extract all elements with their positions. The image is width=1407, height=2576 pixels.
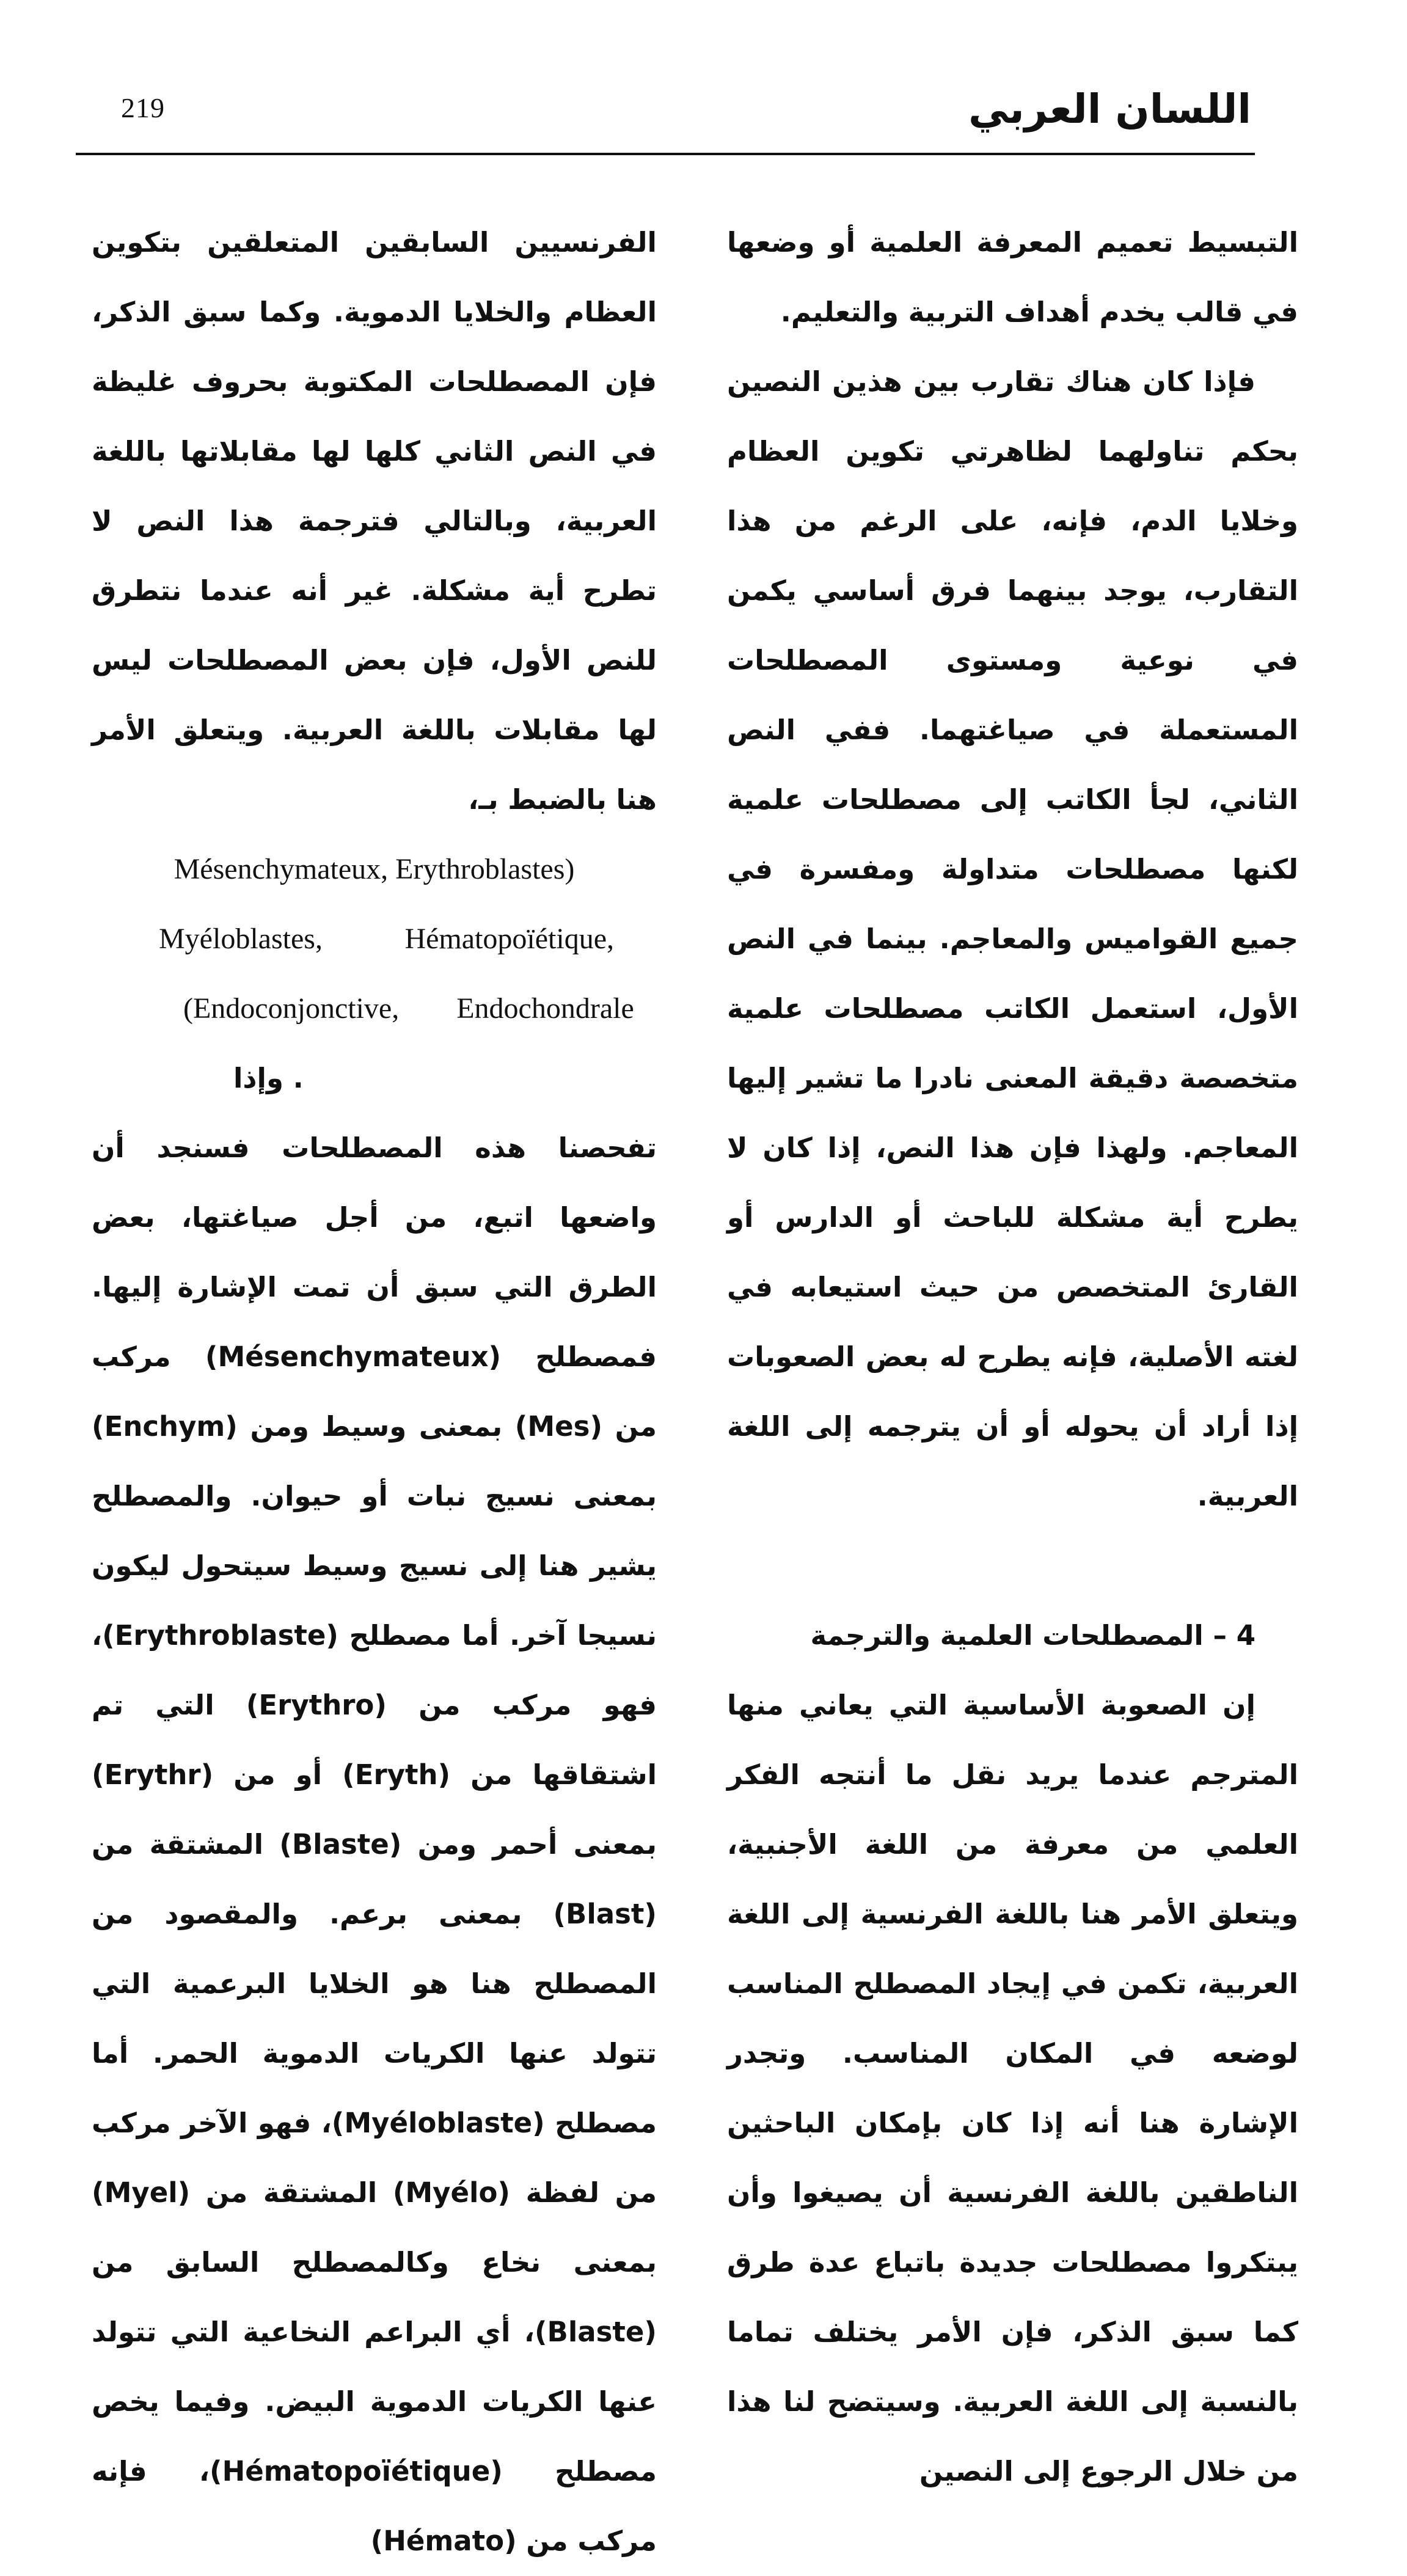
paragraph: تفحصنا هذه المصطلحات فسنجد أن واضعها اتبع، من أجل صياغتها، بعض الطرق التي سبق أن تمت الإشارة إليها. فمصطلح (Mésenchymateux) مركب من (Mes) بمعنى وسيط ومن (Enchym) بمعنى نسيج نبات أو حيوان. والمصطلح يشير هنا إلى نسيج وسيط سيتحول ليكون نسيجا آخر. أما مصطلح (Erythroblaste)، فهو مركب من (Erythro) التي تم اشتقاقها من (Eryth) أو من (Erythr) بمعنى أحمر ومن (Blaste) المشتقة من (Blast) بمعنى برعم. والمقصود من المصطلح هنا هو الخلايا البرعمية التي تتولد عنها الكريات الدموية الحمر. أما مصطلح (Myéloblaste)، فهو الآخر مركب من لفظة (Myélo) المشتقة من (Myel) بمعنى نخاع وكالمصطلح السابق من (Blaste)، أي البراعم النخاعية التي تتولد عنها الكريات الدموية البيض. وفيما يخص مصطلح (Hématopoïétique)، فإنه مركب من (Hémato) xyxy=(92,1132,657,2557)
header-rule xyxy=(76,153,1255,155)
term-line xyxy=(92,835,657,904)
paragraph: فإذا كان هناك تقارب بين هذين النصين بحكم تناولهما لظاهرتي تكوين العظام وخلايا الدم، فإنه، على الرغم من هذا التقارب، يوجد بينهما فرق أساسي يكمن في نوعية ومستوى المصطلحات المستعملة في صياغتهما. ففي النص الثاني، لجأ الكاتب إلى مصطلحات علمية لكنها مصطلحات متداولة ومفسرة في جميع القواميس والمعاجم. بينما في النص الأول، استعمل الكاتب مصطلحات علمية متخصصة دقيقة المعنى نادرا ما تشير إليها المعاجم. ولهذا فإن هذا النص، إذا كان لا يطرح أية مشكلة للباحث أو الدارس أو القارئ المتخصص من حيث استيعابه في لغته الأصلية، فإنه يطرح له بعض الصعوبات إذا أراد أن يحوله أو أن يترجمه إلى اللغة العربية. xyxy=(727,365,1298,1512)
section-heading: 4 – المصطلحات العلمية والترجمة xyxy=(810,1619,1255,1652)
term: Hématopoïétique, xyxy=(404,923,614,955)
paragraph: التبسيط تعميم المعرفة العلمية أو وضعها في قالب يخدم أهداف التربية والتعليم. xyxy=(727,226,1298,328)
paragraph: إن الصعوبة الأساسية التي يعاني منها المترجم عندما يريد نقل ما أنتجه الفكر العلمي من معرفة من اللغة الأجنبية، ويتعلق الأمر هنا باللغة الفرنسية إلى اللغة العربية، تكمن في إيجاد المصطلح المناسب لوضعه في المكان المناسب. وتجدر الإشارة هنا أنه إذا كان بإمكان الباحثين الناطقين باللغة الفرنسية أن يصيغوا وأن يبتكروا مصطلحات جديدة باتباع عدة طرق كما سبق الذكر، فإن الأمر يختلف تماما بالنسبة إلى اللغة العربية. وسيتضح لنا هذا من خلال الرجوع إلى النصين xyxy=(727,1689,1298,2487)
journal-title: اللسان العربي xyxy=(968,86,1251,133)
term-line xyxy=(92,904,657,974)
term-tail: . وإذا xyxy=(233,1062,304,1094)
left-column xyxy=(92,208,657,2576)
paragraph: الفرنسيين السابقين المتعلقين بتكوين العظام والخلايا الدموية. وكما سبق الذكر، فإن المصطلحات المكتوبة بحروف غليظة في النص الثاني كلها لها مقابلاتها باللغة العربية، وبالتالي فترجمة هذا النص لا تطرح أية مشكلة. غير أنه عندما نتطرق للنص الأول، فإن بعض المصطلحات ليس لها مقابلات باللغة العربية. ويتعلق الأمر هنا بالضبط بـ، xyxy=(92,226,657,816)
term: Myéloblastes, xyxy=(159,923,323,955)
page-number: 219 xyxy=(121,92,165,123)
term-list: Mésenchymateux, Erythroblastes) xyxy=(174,853,575,885)
right-column xyxy=(727,208,1298,2506)
term: (Endoconjonctive, xyxy=(183,992,400,1025)
term-line xyxy=(92,974,657,1113)
term: Endochondrale xyxy=(456,992,634,1025)
